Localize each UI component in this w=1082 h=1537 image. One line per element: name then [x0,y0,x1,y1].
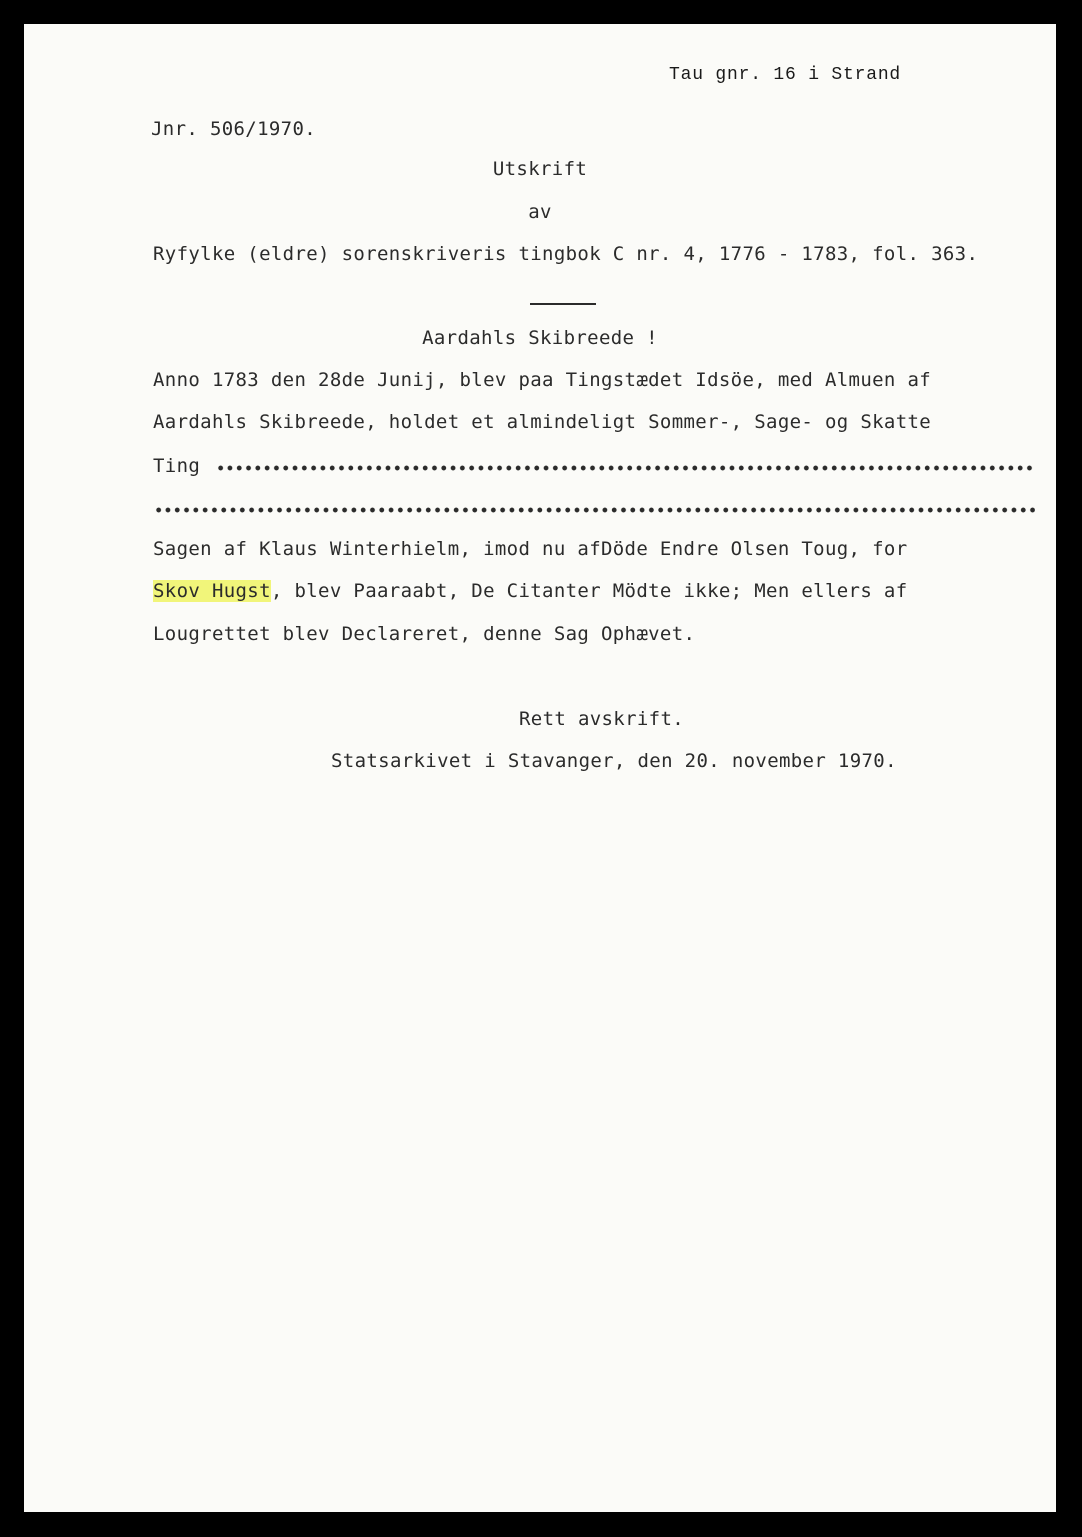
body-line-6 [153,579,908,603]
section-heading: Aardahls Skibreede ! [422,327,658,349]
source-reference: Ryfylke (eldre) sorenskriveris tingbok C nr. 4, 1776 - 1783, fol. 363. [153,243,979,265]
ellipsis-dots-line-4 [154,507,1035,513]
body-line-6-rest: , blev Paaraabt, De Citanter Mödte ikke; Men ellers af [270,580,908,602]
document-title-connector: av [528,201,552,223]
journal-number: Jnr. 506/1970. [151,118,317,140]
highlighted-phrase: Skov Hugst [153,580,271,602]
document-title: Utskrift [492,158,588,180]
body-line-3-word: Ting [153,455,201,477]
body-line-5: Sagen af Klaus Winterhielm, imod nu afDöde Endre Olsen Toug, for [153,538,908,560]
body-line-2: Aardahls Skibreede, holdet et almindeligt Sommer-, Sage- og Skatte [153,411,932,433]
document-page [24,24,1056,1512]
header-reference: Tau gnr. 16 i Strand [669,65,902,85]
body-line-7: Lougrettet blev Declareret, denne Sag Ophævet. [153,623,696,645]
title-divider [530,303,596,305]
place-and-date: Statsarkivet i Stavanger, den 20. november 1970. [331,750,897,772]
ellipsis-dots-line-3 [216,465,1035,471]
attestation: Rett avskrift. [519,708,685,730]
body-line-1: Anno 1783 den 28de Junij, blev paa Tingstædet Idsöe, med Almuen af [153,369,932,391]
